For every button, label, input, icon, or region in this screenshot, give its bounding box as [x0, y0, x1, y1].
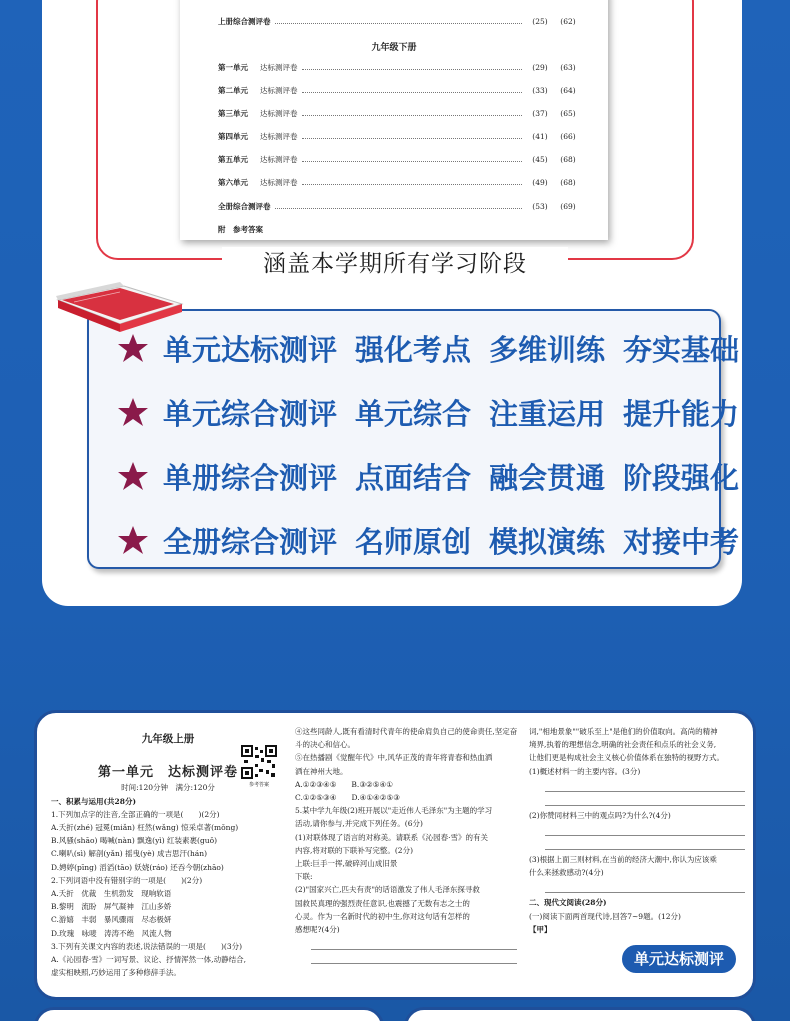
toc-unit: 第四单元	[218, 131, 248, 141]
feature-phrase: 融会贯通	[489, 460, 606, 495]
exam-unit-title: 第一单元 达标测评卷	[97, 765, 238, 781]
toc-answer-page-number: (66)	[560, 131, 576, 141]
toc-section-heading: 九年级下册	[371, 43, 417, 53]
exam-column-1	[51, 713, 285, 1000]
exam-text-line: 一、积累与运用(共28分)	[51, 796, 137, 806]
toc-title: 达标测评卷	[260, 108, 298, 118]
exam-text-line: D.娉婷(pīng) 滔滔(tāo) 妖娆(ráo) 还吞今朝(zhāo)	[51, 862, 224, 872]
exam-text-line: (一)阅读下面两首现代诗,回答7~9题。(12分)	[529, 911, 681, 921]
exam-text-line: (2)你赞同材料三中的观点吗?为什么?(4分)	[529, 810, 671, 820]
toc-row	[218, 176, 582, 188]
toc-page-number: (33)	[532, 85, 548, 95]
exam-text-line: B.黎明 流盼 屏气凝神 江山多娇	[51, 902, 172, 912]
exam-text-line: 活动,请你参与,并完成下列任务。(6分)	[295, 819, 423, 829]
answer-line	[311, 939, 517, 950]
toc-title: 达标测评卷	[260, 62, 298, 72]
exam-text-line: C.喇叭(sì) 解剖(yǎn) 摇曳(yè) 成吉思汗(hán)	[51, 849, 208, 859]
exam-text-line: 【甲】	[529, 924, 552, 934]
feature-row	[117, 389, 757, 435]
exam-text-line: 1.下列加点字的注音,全部正确的一项是( )(2分)	[51, 809, 220, 819]
toc-unit: 第一单元	[218, 62, 248, 72]
feature-phrase: 点面结合	[355, 460, 472, 495]
toc-page-number: (37)	[532, 108, 548, 118]
qr-code-icon	[241, 745, 277, 779]
exam-text-line: 感想呢?(4分)	[295, 925, 340, 935]
exam-text-line: 词,"相地景象""破乐至上"是他们的价值取向。高尚的精神	[529, 727, 718, 736]
exam-text-line: 内容,将对联的下联补写完整。(2分)	[295, 845, 414, 855]
answer-line	[545, 882, 745, 893]
toc-row	[218, 61, 582, 73]
toc-page-number: (29)	[532, 62, 548, 72]
toc-appendix: 附 参考答案	[218, 225, 263, 234]
exam-text-line: (2)"国家兴亡,匹夫有责"的话语激发了伟人毛泽东探寻救	[295, 885, 480, 895]
answer-line	[311, 953, 517, 964]
toc-page-number: (53)	[532, 201, 548, 211]
exam-text-line: ⑤在热播剧《觉醒年代》中,风华正茂的青年将青春和热血洒	[295, 753, 493, 763]
toc-unit: 上册综合测评卷	[218, 16, 271, 26]
feature-title: 单元综合测评	[163, 396, 338, 431]
next-card-right	[404, 1007, 756, 1021]
qr-caption: 参考答案	[248, 782, 269, 788]
exam-text-line: 3.下列有关课文内容的表述,说法错误的一项是( )(3分)	[51, 941, 243, 951]
feature-phrase: 多维训练	[489, 332, 606, 367]
toc-row	[218, 107, 582, 119]
toc-page-number: (41)	[532, 131, 548, 141]
exam-text-line: C.游嬉 丰弱 暴风骤雨 尽态极妍	[51, 915, 172, 925]
toc-answer-page-number: (68)	[560, 154, 576, 164]
red-book-icon	[54, 278, 186, 338]
exam-text-line: B.风骚(shāo) 喝喊(nàn) 飘逸(yì) 红装素裹(guǒ)	[51, 836, 218, 846]
exam-text-line: 心灵。作为一名新时代的初中生,你对这句话有怎样的	[295, 911, 470, 921]
star-icon	[117, 396, 149, 428]
toc-title: 达标测评卷	[260, 85, 298, 95]
toc-answer-page-number: (62)	[560, 16, 576, 26]
toc-row	[218, 84, 582, 96]
exam-text-line: 斗的决心和信心。	[295, 740, 355, 750]
unit-test-badge: 单元达标测评	[620, 943, 738, 975]
exam-text-line: A.夭折 优裁 生机勃发 现响软语	[51, 889, 172, 899]
toc-page-number: (45)	[532, 154, 548, 164]
feature-title: 单册综合测评	[163, 460, 338, 495]
feature-phrase: 名师原创	[355, 524, 472, 559]
answer-line	[545, 795, 745, 806]
toc-unit: 第五单元	[218, 154, 248, 164]
feature-phrase: 模拟演练	[489, 524, 606, 559]
exam-text-line: 二、现代文阅读(28分)	[529, 898, 607, 908]
toc-title: 达标测评卷	[260, 177, 298, 187]
toc-answer-page-number: (65)	[560, 108, 576, 118]
feature-phrase: 单元综合	[355, 396, 472, 431]
toc-page-number: (25)	[532, 16, 548, 26]
toc-answer-page-number: (68)	[560, 177, 576, 187]
exam-text-line: D.玫瑰 咏唛 涛涛不绝 风流人物	[51, 928, 172, 938]
feature-phrase: 对接中考	[623, 524, 740, 559]
toc-title: 达标测评卷	[260, 131, 298, 141]
toc-answer-page-number: (64)	[560, 85, 576, 95]
toc-page-number: (49)	[532, 177, 548, 187]
toc-unit: 第二单元	[218, 85, 248, 95]
exam-text-line: 上联:巨手一挥,破碎河山成旧景	[295, 859, 398, 869]
feature-row	[117, 517, 757, 563]
coverage-heading: 涵盖本学期所有学习阶段	[263, 251, 527, 277]
exam-text-line: A.夭折(zhé) 冠冕(miǎn) 枉然(wǎng) 惊采卓著(mǒng)	[51, 823, 239, 833]
feature-title: 全册综合测评	[163, 524, 338, 559]
exam-text-line: 什么来拯救感动?(4分)	[529, 868, 604, 878]
exam-book-title: 九年级上册	[141, 733, 195, 745]
exam-text-line: (1)对联体现了语言的对称美。请联系《沁园春·雪》的有关	[295, 832, 489, 842]
features-box	[87, 309, 740, 569]
toc-title: 达标测评卷	[260, 154, 298, 164]
toc-row	[218, 153, 582, 165]
exam-text-line: C.①②⑤③④ D.④①④②⑤③	[295, 793, 400, 803]
exam-text-line: (3)根据上面三则材料,在当前的经济大潮中,你认为应该乘	[529, 855, 717, 865]
feature-phrase: 提升能力	[623, 396, 740, 431]
toc-answer-page-number: (63)	[560, 62, 576, 72]
toc-answer-page-number: (69)	[560, 201, 576, 211]
toc-unit: 全册综合测评卷	[218, 201, 271, 211]
feature-row	[117, 453, 757, 499]
exam-text-line: A.①②③④⑤ B.③②⑤④①	[295, 779, 393, 789]
answer-line	[545, 781, 745, 792]
exam-text-line: 洒在神州大地。	[295, 766, 348, 776]
feature-phrase: 夯实基础	[623, 332, 740, 367]
star-icon	[117, 524, 149, 556]
exam-text-line: (1)概述材料一的主要内容。(3分)	[529, 766, 641, 776]
exam-text-line: 虚实相映照,巧妙运用了多种修辞手法。	[51, 968, 181, 978]
answer-line	[545, 825, 745, 836]
exam-text-line: 5.某中学九年级(2)班开展以"走近伟人毛泽东"为主题的学习	[295, 806, 493, 816]
toc-unit: 第六单元	[218, 177, 248, 187]
exam-meta: 时间:120分钟 满分:120分	[121, 783, 215, 793]
exam-text-line: 让他们更是构成社会主义核心价值体系在独特的视野方式。	[529, 753, 724, 763]
star-icon	[117, 460, 149, 492]
exam-text-line: 境界,执着的理想信念,明确的社会责任和点乐的社会义务,	[529, 740, 717, 750]
toc-row	[218, 15, 582, 27]
next-card-left	[34, 1007, 384, 1021]
exam-column-2	[295, 713, 517, 1000]
toc-unit: 第三单元	[218, 108, 248, 118]
feature-title: 单元达标测评	[163, 332, 338, 367]
feature-phrase: 注重运用	[489, 396, 606, 431]
toc-row	[218, 130, 582, 142]
exam-text-line: 下联:	[295, 872, 313, 882]
answer-line	[545, 839, 745, 850]
exam-text-line: 2.下列词语中没有错别字的一项是( )(2分)	[51, 875, 203, 885]
toc-page	[180, 0, 608, 240]
feature-phrase: 强化考点	[355, 332, 472, 367]
exam-text-line: ④这些同龄人,既有看清时代青年的使命肩负自己的使命责任,坚定奋	[295, 727, 517, 736]
feature-phrase: 阶段强化	[623, 460, 740, 495]
feature-row	[117, 325, 757, 371]
exam-text-line: 国救民真理的强烈责任意识,也震撼了无数有志之士的	[295, 898, 470, 908]
exam-text-line: A.《沁园春·雪》一词写景、议论、抒情浑然一体,动静结合,	[51, 955, 246, 965]
toc-row	[218, 200, 582, 212]
